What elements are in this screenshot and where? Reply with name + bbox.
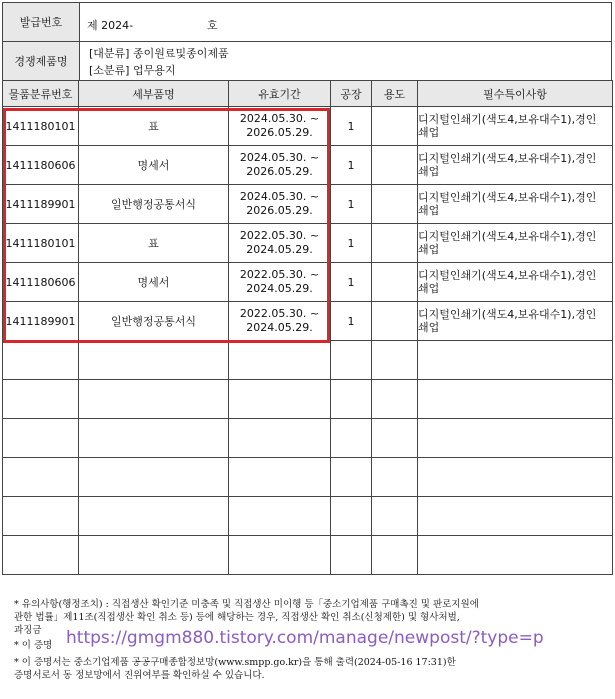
table-row [3, 185, 613, 224]
period-end: 2024.05.29. [246, 321, 313, 334]
cell-note [418, 302, 613, 341]
empty-cell [229, 341, 331, 380]
col-header-name: 세부품명 [79, 81, 229, 107]
product-name-label: 경쟁제품명 [3, 42, 80, 80]
empty-table-row [3, 458, 613, 497]
cell-usage [372, 146, 418, 185]
issue-number-label: 발급번호 [3, 3, 80, 41]
empty-cell [79, 419, 229, 458]
note-line-2: 쇄업 [418, 243, 440, 256]
cell-period [229, 224, 331, 263]
empty-cell [372, 536, 418, 575]
note-line-1: 디지털인쇄기(색도4,보유대수1),경인 [418, 230, 597, 243]
period-end: 2026.05.29. [246, 165, 313, 178]
cell-usage [372, 263, 418, 302]
cell-factory: 1 [331, 224, 372, 263]
table-row [3, 107, 613, 146]
period-start: 2024.05.30. ~ [239, 151, 320, 164]
footer-note-1a: * 유의사항(행정조치) : 직접생산 확인기준 미충족 및 직접생산 미이행 등「중소기업제품 구매촉진 및 판로지원에 [14, 599, 479, 610]
empty-table-row [3, 536, 613, 575]
cell-code: 1411180101 [3, 224, 79, 263]
empty-cell [418, 497, 613, 536]
empty-cell [372, 341, 418, 380]
cell-note [418, 224, 613, 263]
footer-note-2: * 이 증명 [14, 640, 53, 651]
empty-cell [418, 419, 613, 458]
empty-cell [418, 536, 613, 575]
issue-number-prefix: 제 2024- [87, 19, 134, 32]
cell-usage [372, 224, 418, 263]
table-row [3, 224, 613, 263]
cell-note [418, 185, 613, 224]
period-start: 2022.05.30. ~ [239, 268, 320, 281]
period-end: 2026.05.29. [246, 204, 313, 217]
empty-cell [3, 419, 79, 458]
cell-note [418, 146, 613, 185]
cell-code: 1411180101 [3, 107, 79, 146]
note-line-2: 쇄업 [418, 126, 440, 139]
cell-period [229, 107, 331, 146]
period-start: 2022.05.30. ~ [239, 229, 320, 242]
cell-name: 명세서 [79, 146, 229, 185]
cell-factory: 1 [331, 302, 372, 341]
cell-usage [372, 185, 418, 224]
cell-factory: 1 [331, 263, 372, 302]
empty-cell [418, 458, 613, 497]
cell-code: 1411189901 [3, 302, 79, 341]
empty-cell [372, 458, 418, 497]
issue-number-row [2, 2, 612, 42]
cell-factory: 1 [331, 107, 372, 146]
empty-cell [3, 380, 79, 419]
empty-cell [331, 419, 372, 458]
cell-note [418, 263, 613, 302]
footer-note-3b: 증명서로서 동 정보망에서 진위여부를 확인하실 수 있습니다. [14, 670, 265, 681]
note-line-1: 디지털인쇄기(색도4,보유대수1),경인 [418, 152, 597, 165]
empty-table-row [3, 341, 613, 380]
footer-note-1c: 과징금 [14, 625, 42, 636]
table-header-row [3, 81, 613, 107]
cell-note [418, 107, 613, 146]
cell-name: 일반행정공통서식 [79, 302, 229, 341]
empty-cell [3, 536, 79, 575]
product-name-row [2, 41, 612, 81]
col-header-usage: 용도 [372, 81, 418, 107]
cell-period [229, 263, 331, 302]
empty-cell [229, 458, 331, 497]
cell-name: 일반행정공통서식 [79, 185, 229, 224]
col-header-code: 물품분류번호 [3, 81, 79, 107]
empty-cell [372, 419, 418, 458]
empty-cell [3, 497, 79, 536]
empty-table-row [3, 419, 613, 458]
cell-period [229, 302, 331, 341]
empty-cell [79, 497, 229, 536]
empty-cell [331, 458, 372, 497]
cell-code: 1411180606 [3, 146, 79, 185]
issue-number-suffix: 호 [207, 19, 218, 32]
empty-cell [229, 497, 331, 536]
table-row [3, 263, 613, 302]
empty-cell [3, 458, 79, 497]
note-line-2: 쇄업 [418, 204, 440, 217]
cell-factory: 1 [331, 185, 372, 224]
period-start: 2024.05.30. ~ [239, 112, 320, 125]
cell-period [229, 146, 331, 185]
empty-cell [331, 341, 372, 380]
empty-cell [372, 380, 418, 419]
cell-usage [372, 107, 418, 146]
period-start: 2022.05.30. ~ [239, 307, 320, 320]
note-line-1: 디지털인쇄기(색도4,보유대수1),경인 [418, 269, 597, 282]
empty-cell [79, 536, 229, 575]
note-line-2: 쇄업 [418, 165, 440, 178]
cell-name: 명세서 [79, 263, 229, 302]
note-line-2: 쇄업 [418, 282, 440, 295]
product-minor-category: [소분류] 업무용지 [89, 64, 176, 77]
period-end: 2024.05.29. [246, 243, 313, 256]
empty-cell [229, 419, 331, 458]
empty-table-row [3, 497, 613, 536]
cell-name: 표 [79, 224, 229, 263]
empty-cell [79, 341, 229, 380]
empty-cell [372, 497, 418, 536]
empty-cell [418, 341, 613, 380]
footer-note-3a: * 이 증명서는 중소기업제품 공공구매종합정보망(www.smpp.go.kr)을 통해 출력(2024-05-16 17:31)한 [14, 657, 456, 668]
empty-table-row [3, 380, 613, 419]
empty-cell [331, 536, 372, 575]
empty-cell [331, 497, 372, 536]
product-table [2, 80, 613, 575]
cell-period [229, 185, 331, 224]
empty-cell [79, 458, 229, 497]
note-line-1: 디지털인쇄기(색도4,보유대수1),경인 [418, 113, 597, 126]
empty-cell [229, 380, 331, 419]
empty-cell [79, 380, 229, 419]
table-row [3, 302, 613, 341]
issue-number-value [87, 17, 218, 33]
cell-usage [372, 302, 418, 341]
footer-note-1b: 관한 법률」제11조(직접생산 확인 취소 등) 등에 해당하는 경우, 직접생산 확인 취소(신청제한) 및 형사처벌, [14, 612, 460, 623]
note-line-2: 쇄업 [418, 321, 440, 334]
note-line-1: 디지털인쇄기(색도4,보유대수1),경인 [418, 191, 597, 204]
watermark-url[interactable]: https://gmgm880.tistory.com/manage/newpost/?type=p [66, 628, 544, 648]
empty-cell [418, 380, 613, 419]
product-major-category: [대분류] 종이원료및종이제품 [89, 47, 229, 60]
period-end: 2024.05.29. [246, 282, 313, 295]
empty-cell [229, 536, 331, 575]
empty-cell [3, 341, 79, 380]
col-header-period: 유효기간 [229, 81, 331, 107]
cell-code: 1411180606 [3, 263, 79, 302]
period-start: 2024.05.30. ~ [239, 190, 320, 203]
period-end: 2026.05.29. [246, 126, 313, 139]
cell-name: 표 [79, 107, 229, 146]
note-line-1: 디지털인쇄기(색도4,보유대수1),경인 [418, 308, 597, 321]
empty-cell [331, 380, 372, 419]
cell-code: 1411189901 [3, 185, 79, 224]
table-row [3, 146, 613, 185]
col-header-factory: 공장 [331, 81, 372, 107]
cell-factory: 1 [331, 146, 372, 185]
col-header-note: 필수특이사항 [418, 81, 613, 107]
